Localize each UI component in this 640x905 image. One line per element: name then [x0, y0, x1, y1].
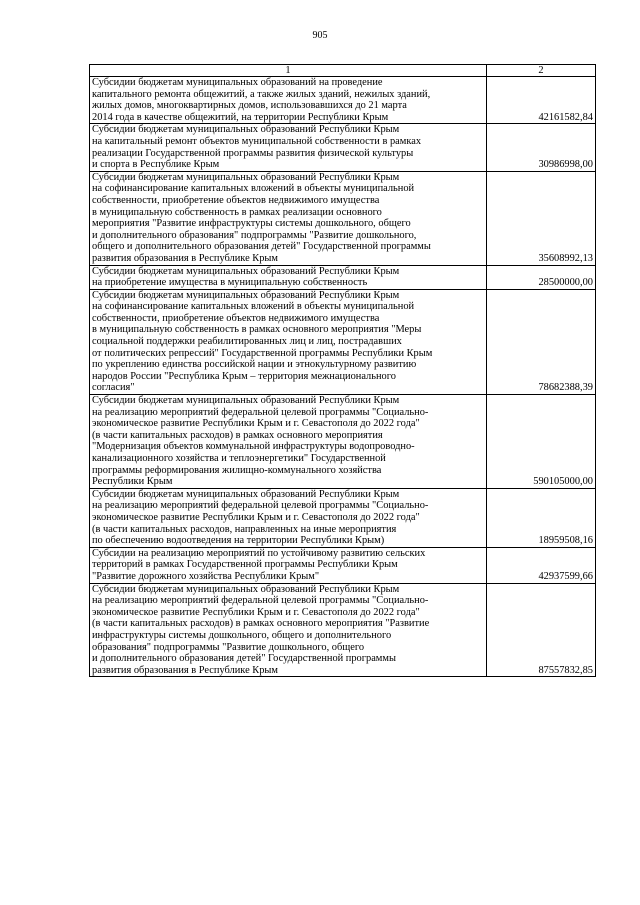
row-amount: 30986998,00 [487, 124, 596, 171]
budget-table [89, 64, 596, 677]
row-description: Субсидии бюджетам муниципальных образований Республики Крым на приобретение имущества в муниципальную собственность [90, 265, 487, 289]
row-amount: 35608992,13 [487, 171, 596, 265]
row-amount: 590105000,00 [487, 395, 596, 489]
table-header-row [90, 65, 596, 77]
column-header-amount: 2 [487, 65, 596, 77]
row-amount: 18959508,16 [487, 488, 596, 547]
row-amount: 87557832,85 [487, 583, 596, 677]
table-row [90, 395, 596, 489]
page-number: 905 [312, 30, 328, 41]
table-row [90, 547, 596, 583]
row-description: Субсидии на реализацию мероприятий по устойчивому развитию сельских территорий в рамках Государственной программы Республики Крым "Развитие дорожного хозяйства Республики Крым" [90, 547, 487, 583]
row-description: Субсидии бюджетам муниципальных образований Республики Крым на софинансирование капитальных вложений в объекты муниципальной собственности, приобретение объектов недвижимого имущества в муниципальную собственность в рамках основного мероприятия "Меры социальной поддержки реабилитированных лиц и лиц, пострадавших от политических репрессий" Государственной программы Республики Крым по укреплению единства российской нации и этнокультурному развитию народов России "Республика Крым – территория межнационального согласия" [90, 289, 487, 394]
table-row [90, 124, 596, 171]
row-description: Субсидии бюджетам муниципальных образований на проведение капитального ремонта общежитий, а также жилых зданий, нежилых зданий, жилых домов, многоквартирных домов, использовавшихся до 21 марта 2014 года в качестве общежитий, на территории Республики Крым [90, 77, 487, 124]
row-amount: 78682388,39 [487, 289, 596, 394]
row-description: Субсидии бюджетам муниципальных образований Республики Крым на софинансирование капитальных вложений в объекты муниципальной собственности, приобретение объектов недвижимого имущества в муниципальную собственность в рамках реализации основного мероприятия "Развитие инфраструктуры системы дошкольного, общего и дополнительного образования" подпрограммы "Развитие дошкольного, общего и дополнительного образования детей" Государственной программы развития образования в Республике Крым [90, 171, 487, 265]
table-row [90, 488, 596, 547]
row-description: Субсидии бюджетам муниципальных образований Республики Крым на реализацию мероприятий федеральной целевой программы "Социально- экономическое развитие Республики Крым и г. Севастополя до 2022 года" (в части капитальных расходов) в рамках основного мероприятия "Модернизация объектов коммунальной инфраструктуры водопроводно- канализационного хозяйства и теплоэнергетики" Государственной программы реформирования жилищно-коммунального хозяйства Республики Крым [90, 395, 487, 489]
table-row [90, 583, 596, 677]
row-amount: 28500000,00 [487, 265, 596, 289]
row-amount: 42161582,84 [487, 77, 596, 124]
table-row [90, 171, 596, 265]
row-description: Субсидии бюджетам муниципальных образований Республики Крым на капитальный ремонт объектов муниципальной собственности в рамках реализации Государственной программы развития физической культуры и спорта в Республике Крым [90, 124, 487, 171]
table-row [90, 289, 596, 394]
table-row [90, 77, 596, 124]
row-description: Субсидии бюджетам муниципальных образований Республики Крым на реализацию мероприятий федеральной целевой программы "Социально- экономическое развитие Республики Крым и г. Севастополя до 2022 года" (в части капитальных расходов, направленных на иные мероприятия по обеспечению водоотведения на территории Республики Крым) [90, 488, 487, 547]
row-description: Субсидии бюджетам муниципальных образований Республики Крым на реализацию мероприятий федеральной целевой программы "Социально- экономическое развитие Республики Крым и г. Севастополя до 2022 года" (в части капитальных расходов) в рамках основного мероприятия "Развитие инфраструктуры системы дошкольного, общего и дополнительного образования" подпрограммы "Развитие дошкольного, общего и дополнительного образования детей" Государственной программы развития образования в Республике Крым [90, 583, 487, 677]
table-row [90, 265, 596, 289]
column-header-description: 1 [90, 65, 487, 77]
row-amount: 42937599,66 [487, 547, 596, 583]
